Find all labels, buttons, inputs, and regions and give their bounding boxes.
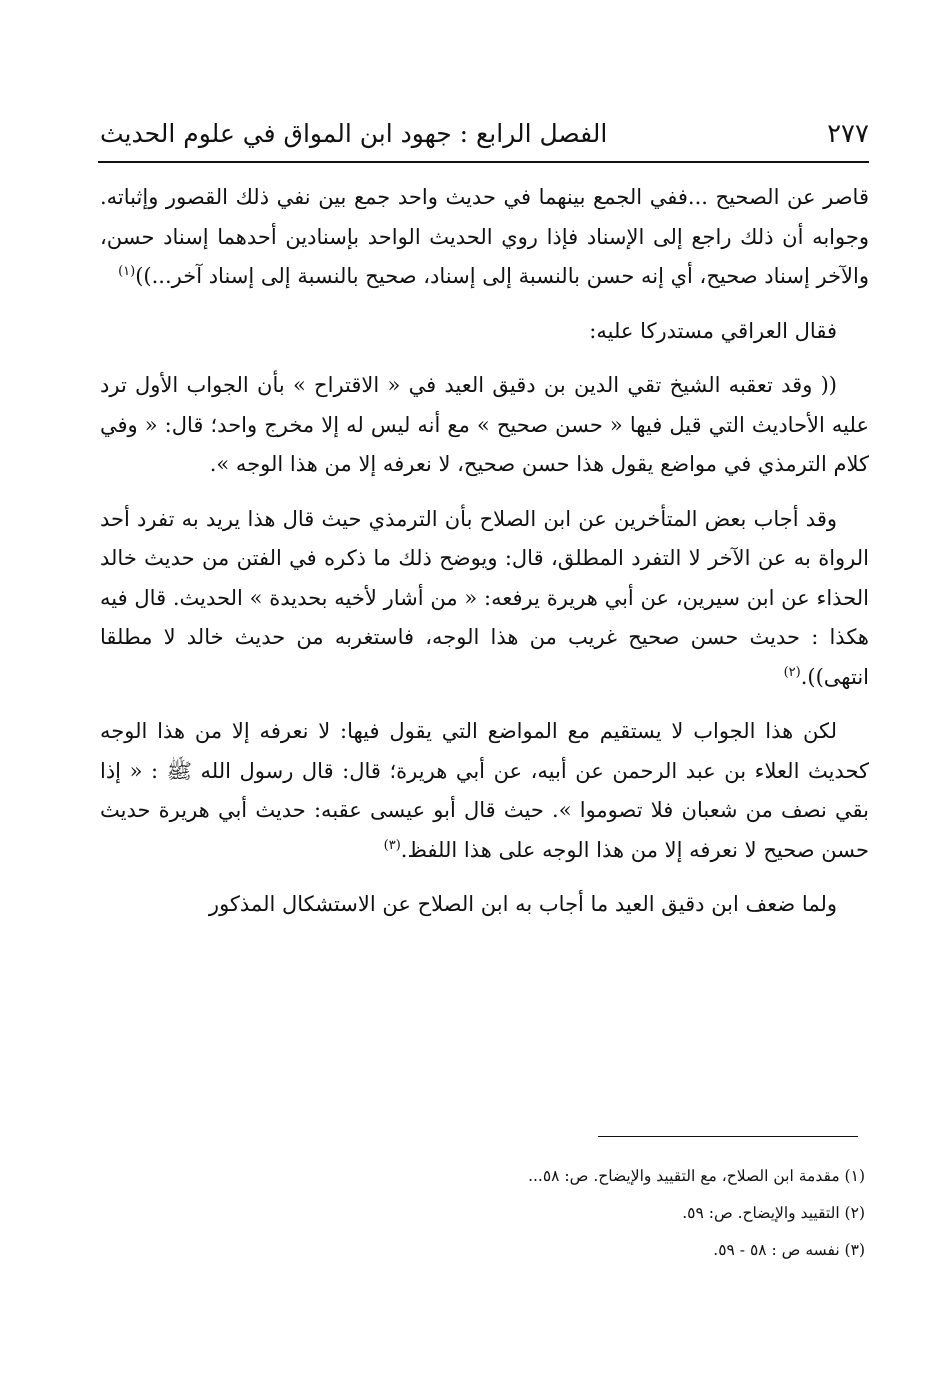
page-number: ٢٧٧: [827, 119, 869, 149]
paragraph-text: لكن هذا الجواب لا يستقيم مع المواضع التي يقول فيها: لا نعرفه إلا من هذا الوجه كحديث العلاء بن عبد الرحمن عن أبيه، عن أبي هريرة؛ قال: قال رسول الله ﷺ : « إذا بقي نصف من شعبان فلا تصوموا ». حيث قال أبو عيسى عقبه: حديث أبي هريرة حديث حسن صحيح لا نعرفه إلا من هذا الوجه على هذا اللفظ.: [100, 719, 869, 862]
footnote-marker: (٢): [783, 664, 801, 680]
footnotes: [300, 1158, 865, 1269]
paragraph-1: [100, 178, 869, 297]
page-header: [100, 108, 869, 152]
paragraph-text: ولما ضعف ابن دقيق العيد ما أجاب به ابن الصلاح عن الاستشكال المذكور: [208, 892, 837, 916]
paragraph-text: (( وقد تعقبه الشيخ تقي الدين بن دقيق العيد في « الاقتراح » بأن الجواب الأول ترد عليه الأحاديث التي قيل فيها « حسن صحيح » مع أنه ليس له إلا مخرج واحد؛ قال: « وفي كلام الترمذي في مواضع يقول هذا حسن صحيح، لا نعرفه إلا من هذا الوجه ».: [100, 373, 869, 476]
running-title: الفصل الرابع : جهود ابن المواق في علوم الحديث: [100, 119, 608, 148]
footnote-marker: (٣): [383, 837, 401, 853]
body-text: [100, 178, 869, 940]
footnote-marker: (١): [118, 264, 136, 279]
paragraph-text: قاصر عن الصحيح ...ففي الجمع بينهما في حديث واحد جمع بين نفي ذلك القصور وإثباته. وجوابه أن ذلك راجع إلى الإسناد فإذا روي الحديث الواحد بإسنادين أحدهما إسناد حسن، والآخر إسناد صحيح، أي إنه حسن بالنسبة إلى إسناد، صحيح بالنسبة إلى إسناد آخر...)): [100, 185, 869, 288]
paragraph-text: فقال العراقي مستدركا عليه:: [589, 318, 837, 343]
footnote-2: (٢) التقييد والإيضاح. ص: ٥٩.: [682, 1204, 865, 1222]
header-rule: [98, 161, 869, 163]
paragraph-3: [100, 366, 869, 485]
footnote-1: (١) مقدمة ابن الصلاح، مع التقييد والإيضاح. ص: ٥٨...: [528, 1167, 865, 1185]
paragraph-4: [100, 500, 869, 698]
footnote-3: (٣) نفسه ص : ٥٨ - ٥٩.: [713, 1241, 865, 1259]
paragraph-2: [100, 312, 869, 352]
paragraph-text: وقد أجاب بعض المتأخرين عن ابن الصلاح بأن الترمذي حيث قال هذا يريد به تفرد أحد الرواة به عن الآخر لا التفرد المطلق، قال: ويوضح ذلك ما ذكره في الفتن من حديث خالد الحذاء عن ابن سيرين، عن أبي هريرة يرفعه: « من أشار لأخيه بحديدة » الحديث. قال فيه هكذا : حديث حسن صحيح غريب من هذا الوجه، فاستغربه من حديث خالد لا مطلقا انتهى)).: [100, 506, 869, 689]
footnote-rule: [598, 1136, 858, 1137]
paragraph-5: [100, 712, 869, 870]
paragraph-6: [100, 885, 869, 925]
